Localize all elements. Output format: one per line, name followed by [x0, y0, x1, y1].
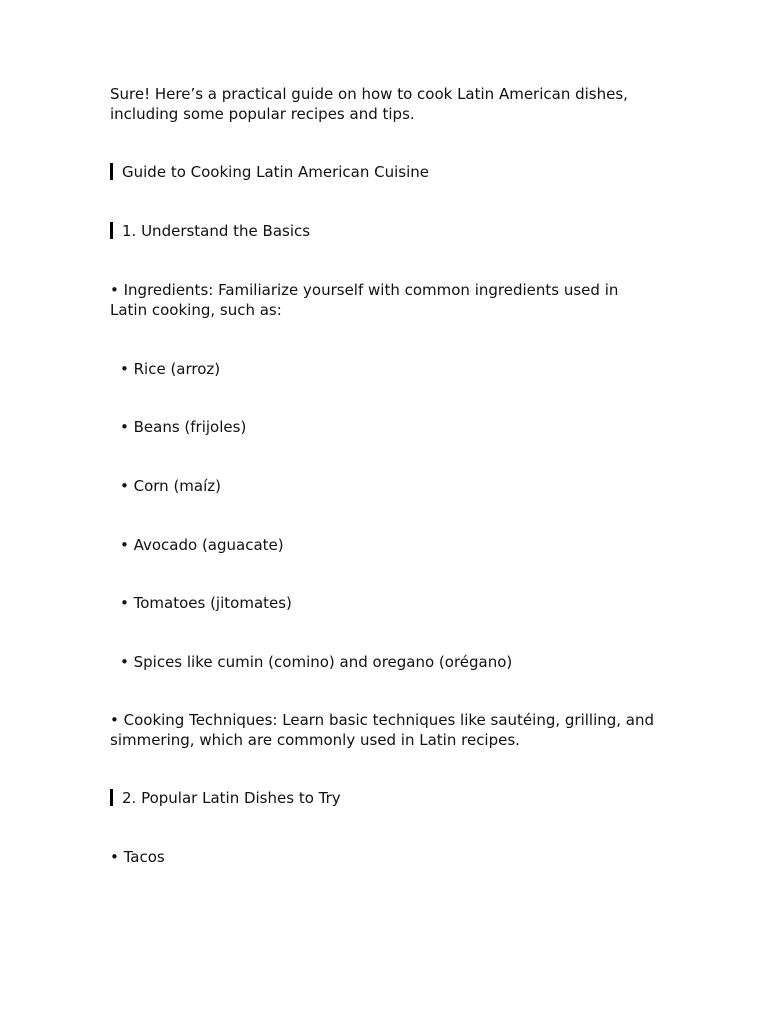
ingredients-intro: • Ingredients: Familiarize yourself with common ingredients used in Latin cooking, such as: — [110, 281, 619, 319]
ingredient-item: • Rice (arroz) — [120, 360, 221, 378]
section-2-heading-text: 2. Popular Latin Dishes to Try — [122, 789, 341, 807]
ingredient-item: • Spices like cumin (comino) and oregano (orégano) — [120, 653, 513, 671]
ingredient-item: • Avocado (aguacate) — [120, 536, 284, 554]
ingredient-item: • Beans (frijoles) — [120, 418, 247, 436]
document-body — [110, 84, 660, 867]
title-heading — [110, 162, 660, 182]
heading-bar — [110, 789, 113, 806]
dish-item: • Tacos — [110, 848, 165, 866]
techniques-paragraph: • Cooking Techniques: Learn basic techniques like sautéing, grilling, and simmering, which are commonly used in Latin recipes. — [110, 711, 655, 749]
section-1-heading-text: 1. Understand the Basics — [122, 222, 311, 240]
title-heading-text: Guide to Cooking Latin American Cuisine — [122, 163, 430, 181]
intro-paragraph: Sure! Here’s a practical guide on how to cook Latin American dishes, including some popular recipes and tips. — [110, 85, 628, 123]
section-2-heading — [110, 788, 660, 808]
ingredient-item: • Tomatoes (jitomates) — [120, 594, 292, 612]
section-1-heading — [110, 221, 660, 241]
heading-bar — [110, 163, 113, 180]
ingredient-item: • Corn (maíz) — [120, 477, 221, 495]
heading-bar — [110, 222, 113, 239]
